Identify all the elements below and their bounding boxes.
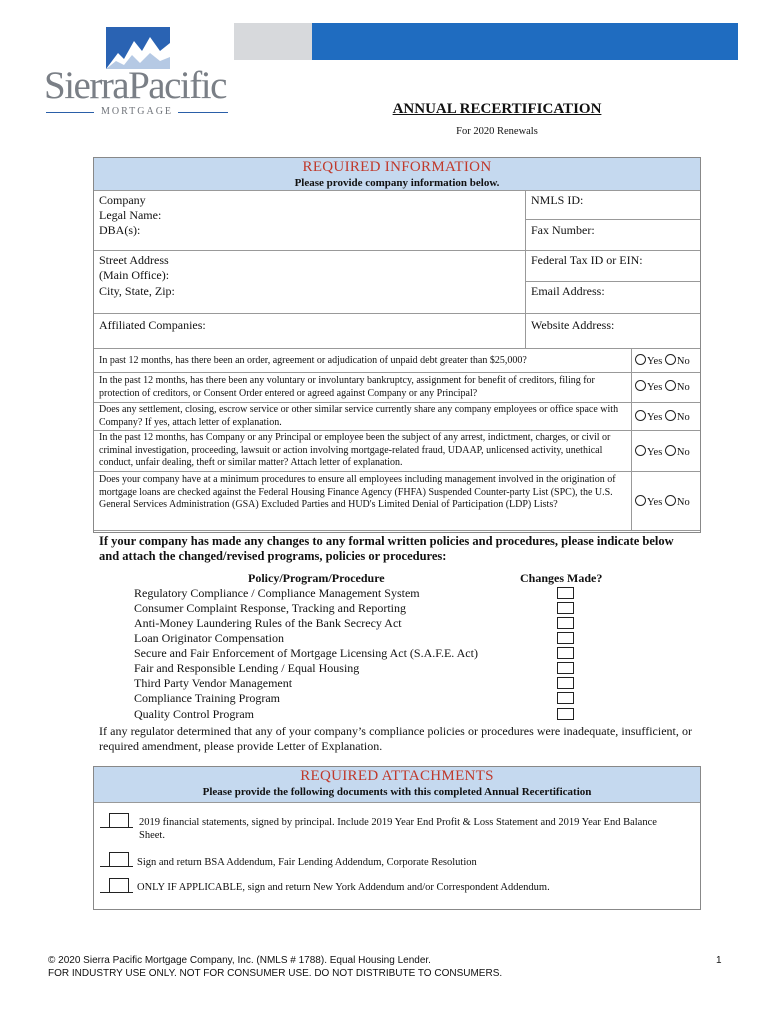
attachment-item: 2019 financial statements, signed by principal. Include 2019 Year End Profit & Loss Statement and 2019 Year End Balance Sheet.: [139, 817, 657, 841]
question-4: In the past 12 months, has Company or any Principal or employee been the subject of any arrest, indictment, charges, or civil or criminal investigation, proceeding, lawsuit or action involving mortgage-related fraud, UDAAP, unlicensed activity, unethical conduct, unfair dealing, theft or similar matter? Attach letter of explanation.: [99, 432, 611, 468]
attachment-item: ONLY IF APPLICABLE, sign and return New York Addendum and/or Correspondent Addendum.: [137, 882, 550, 893]
q5-no-radio[interactable]: [665, 495, 676, 506]
changes-checkbox[interactable]: [557, 677, 574, 689]
policy-item: Consumer Complaint Response, Tracking and Reporting: [134, 601, 406, 615]
required-attachments-subtitle: Please provide the following documents with this completed Annual Recertification: [202, 786, 592, 798]
changes-checkbox[interactable]: [557, 662, 574, 674]
q5-yes-radio[interactable]: [635, 495, 646, 506]
q2-yes-radio[interactable]: [635, 380, 646, 391]
footer-copyright: © 2020 Sierra Pacific Mortgage Company, Inc. (NMLS # 1788). Equal Housing Lender.: [48, 955, 431, 966]
attachment-checkbox[interactable]: [109, 878, 129, 893]
page-title: ANNUAL RECERTIFICATION: [392, 101, 602, 117]
q1-yes-radio[interactable]: [635, 354, 646, 365]
city-state-zip-label: City, State, Zip:: [99, 284, 175, 298]
changes-checkbox[interactable]: [557, 692, 574, 704]
q4-yes-no: Yes No: [635, 445, 690, 458]
nmls-id-label: NMLS ID:: [531, 193, 584, 207]
changes-column-header: Changes Made?: [520, 571, 603, 585]
policy-item: Anti-Money Laundering Rules of the Bank Secrecy Act: [134, 616, 402, 630]
fax-number-label: Fax Number:: [531, 223, 595, 237]
question-3: Does any settlement, closing, escrow service or other similar service currently share any company employees or office space with Company? If yes, attach letter of explanation.: [99, 404, 619, 428]
changes-checkbox[interactable]: [557, 708, 574, 720]
required-information-subtitle: Please provide company information below.: [294, 177, 500, 189]
header-blue-bar: [312, 23, 738, 60]
q4-no-radio[interactable]: [665, 445, 676, 456]
q4-yes-radio[interactable]: [635, 445, 646, 456]
header-gray-block: [234, 23, 312, 60]
required-attachments-title: REQUIRED ATTACHMENTS: [300, 768, 494, 784]
logo-subtitle: MORTGAGE: [46, 106, 228, 118]
policy-item: Compliance Training Program: [134, 691, 280, 705]
footer-disclaimer: FOR INDUSTRY USE ONLY. NOT FOR CONSUMER USE. DO NOT DISTRIBUTE TO CONSUMERS.: [48, 968, 503, 979]
policy-item: Secure and Fair Enforcement of Mortgage Licensing Act (S.A.F.E. Act): [134, 646, 478, 660]
policy-item: Quality Control Program: [134, 707, 254, 721]
q2-yes-no: Yes No: [635, 380, 690, 393]
q5-yes-no: Yes No: [635, 495, 690, 508]
q1-no-radio[interactable]: [665, 354, 676, 365]
street-address-label: Street Address (Main Office):: [99, 253, 170, 282]
company-legal-name-label: Company Legal Name:: [99, 193, 162, 222]
dba-label: DBA(s):: [99, 223, 141, 237]
website-address-label: Website Address:: [531, 318, 615, 332]
q3-yes-radio[interactable]: [635, 410, 646, 421]
changes-checkbox[interactable]: [557, 647, 574, 659]
changes-checkbox[interactable]: [557, 602, 574, 614]
question-2: In the past 12 months, has there been any voluntary or involuntary bankruptcy, assignment for benefit of creditors, filing for protection of creditors, or Consent Order entered or agreed against Company or any Principal?: [99, 375, 595, 399]
attachment-checkbox[interactable]: [109, 813, 129, 828]
changes-checkbox[interactable]: [557, 587, 574, 599]
q1-yes-no: Yes No: [635, 354, 690, 367]
question-1: In past 12 months, has there been an order, agreement or adjudication of unpaid debt greater than $25,000?: [99, 355, 527, 366]
policy-item: Regulatory Compliance / Compliance Management System: [134, 586, 420, 600]
q2-no-radio[interactable]: [665, 380, 676, 391]
email-address-label: Email Address:: [531, 284, 605, 298]
page-subtitle: For 2020 Renewals: [456, 126, 538, 137]
changes-checkbox[interactable]: [557, 617, 574, 629]
attachment-item: Sign and return BSA Addendum, Fair Lending Addendum, Corporate Resolution: [137, 857, 477, 868]
policy-item: Third Party Vendor Management: [134, 676, 293, 690]
changes-heading: If your company has made any changes to any formal written policies and procedures, please indicate below and attach the changed/revised programs, policies or procedures:: [99, 534, 674, 563]
required-information-title: REQUIRED INFORMATION: [302, 159, 492, 175]
q3-no-radio[interactable]: [665, 410, 676, 421]
changes-checkbox[interactable]: [557, 632, 574, 644]
question-5: Does your company have at a minimum procedures to ensure all employees including management involved in the origination of mortgage loans are checked against the Federal Housing Finance Agency (FHFA) Suspended Counter-party List (SPC), the U.S. General Services Administration (GSA) Excluded Parties and HUD's Limited Denial of Participation (LDP) Lists?: [99, 474, 616, 510]
regulator-note: If any regulator determined that any of your company’s compliance policies or procedures were inadequate, insufficient, or required amendment, please provide Letter of Explanation.: [99, 724, 692, 753]
policy-column-header: Policy/Program/Procedure: [248, 571, 385, 585]
policy-item: Loan Originator Compensation: [134, 631, 284, 645]
page-number: 1: [716, 955, 722, 966]
attachment-checkbox[interactable]: [109, 852, 129, 867]
logo-wordmark: SierraPacific: [44, 64, 226, 107]
policy-item: Fair and Responsible Lending / Equal Housing: [134, 661, 360, 675]
affiliated-companies-label: Affiliated Companies:: [99, 318, 206, 332]
q3-yes-no: Yes No: [635, 410, 690, 423]
federal-tax-id-label: Federal Tax ID or EIN:: [531, 253, 643, 267]
